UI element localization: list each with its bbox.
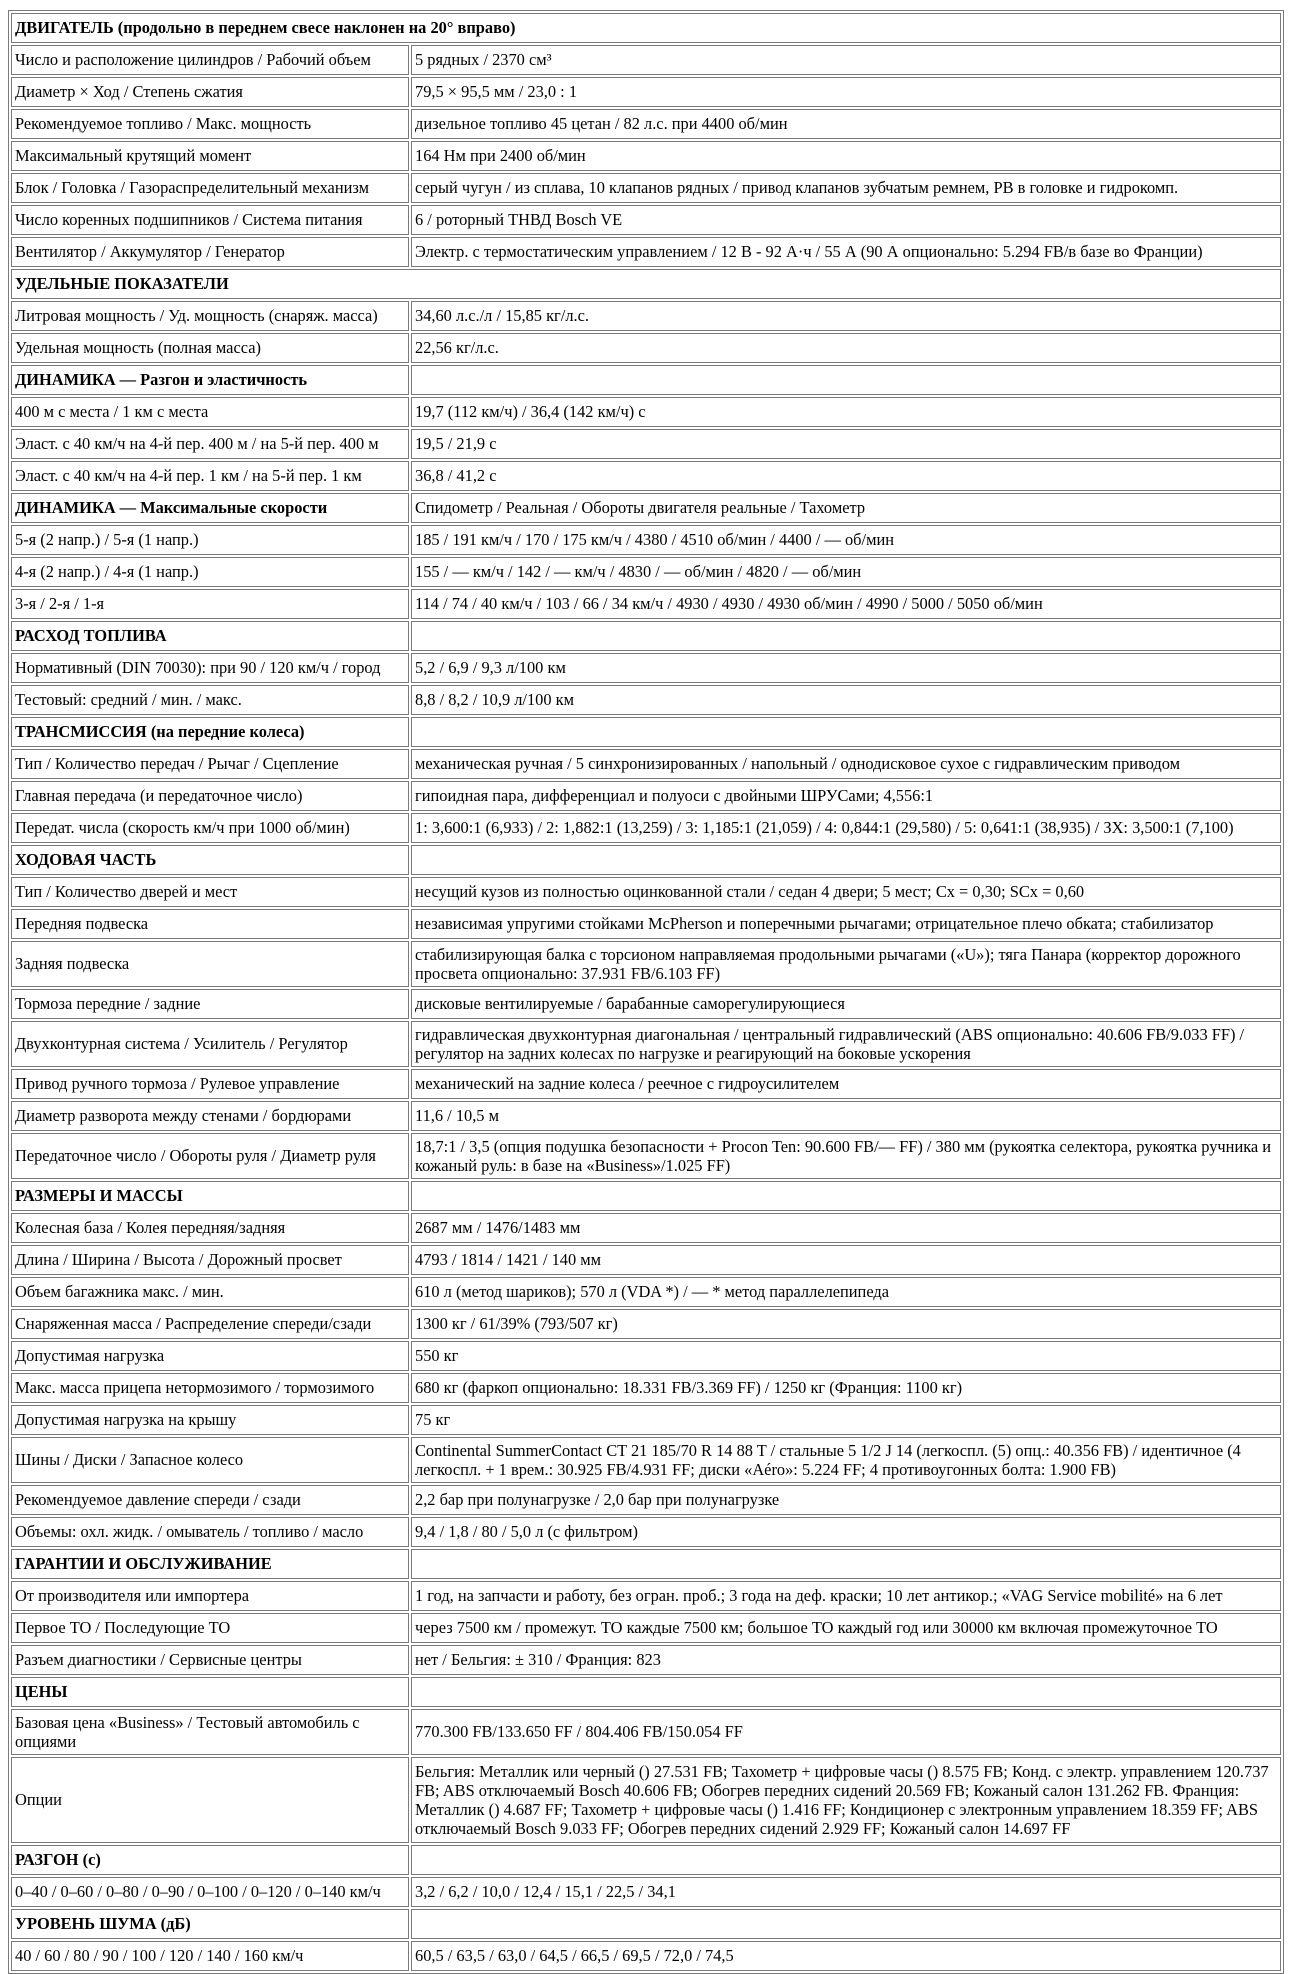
spec-label: Разъем диагностики / Сервисные центры (11, 1645, 409, 1675)
spec-value: 1300 кг / 61/39% (793/507 кг) (411, 1309, 1281, 1339)
section-title: ДВИГАТЕЛЬ (продольно в переднем свесе наклонен на 20° вправо) (11, 13, 1281, 43)
section-title: РАЗГОН (с) (11, 1845, 409, 1875)
spec-value: 8,8 / 8,2 / 10,9 л/100 км (411, 685, 1281, 715)
spec-value: гидравлическая двухконтурная диагональная / центральный гидравлический (ABS опционально: 40.606 FB/9.033 FF) / регулятор на задних колесах по нагрузке и реагирующий на боковые ускорения (411, 1021, 1281, 1067)
spec-label: Блок / Головка / Газораспределительный механизм (11, 173, 409, 203)
spec-row (11, 989, 1281, 1019)
section-title: ГАРАНТИИ И ОБСЛУЖИВАНИЕ (11, 1549, 409, 1579)
spec-value: 9,4 / 1,8 / 80 / 5,0 л (с фильтром) (411, 1517, 1281, 1547)
spec-row (11, 461, 1281, 491)
spec-label: Объем багажника макс. / мин. (11, 1277, 409, 1307)
section-header-row (11, 1549, 1281, 1579)
spec-label: Рекомендуемое давление спереди / сзади (11, 1485, 409, 1515)
section-title: УРОВЕНЬ ШУМА (дБ) (11, 1909, 409, 1939)
spec-row (11, 1277, 1281, 1307)
spec-row (11, 77, 1281, 107)
spec-label: Длина / Ширина / Высота / Дорожный просвет (11, 1245, 409, 1275)
spec-value: 11,6 / 10,5 м (411, 1101, 1281, 1131)
section-header-row (11, 1181, 1281, 1211)
spec-row (11, 941, 1281, 987)
spec-label: Базовая цена «Business» / Тестовый автомобиль с опциями (11, 1709, 409, 1755)
spec-label: Диаметр × Ход / Степень сжатия (11, 77, 409, 107)
section-header-row (11, 1909, 1281, 1939)
section-header-row (11, 493, 1281, 523)
spec-value: дизельное топливо 45 цетан / 82 л.с. при 4400 об/мин (411, 109, 1281, 139)
spec-label: Число и расположение цилиндров / Рабочий объем (11, 45, 409, 75)
spec-label: 5-я (2 напр.) / 5-я (1 напр.) (11, 525, 409, 555)
spec-label: Допустимая нагрузка (11, 1341, 409, 1371)
spec-row (11, 173, 1281, 203)
section-header-value (411, 717, 1281, 747)
spec-value: механический на задние колеса / реечное с гидроусилителем (411, 1069, 1281, 1099)
spec-value: гипоидная пара, дифференциал и полуоси с двойными ШРУСами; 4,556:1 (411, 781, 1281, 811)
section-header-row (11, 269, 1281, 299)
spec-value: 60,5 / 63,5 / 63,0 / 64,5 / 66,5 / 69,5 / 72,0 / 74,5 (411, 1941, 1281, 1971)
spec-label: Вентилятор / Аккумулятор / Генератор (11, 237, 409, 267)
spec-value: 75 кг (411, 1405, 1281, 1435)
section-title: ДИНАМИКА — Максимальные скорости (11, 493, 409, 523)
section-header-row (11, 621, 1281, 651)
spec-row (11, 589, 1281, 619)
section-title: РАЗМЕРЫ И МАССЫ (11, 1181, 409, 1211)
spec-value: 79,5 × 95,5 мм / 23,0 : 1 (411, 77, 1281, 107)
spec-row (11, 1709, 1281, 1755)
spec-value: механическая ручная / 5 синхронизированных / напольный / однодисковое сухое с гидравлическим приводом (411, 749, 1281, 779)
spec-row (11, 1437, 1281, 1483)
spec-row (11, 1613, 1281, 1643)
spec-value: 185 / 191 км/ч / 170 / 175 км/ч / 4380 / 4510 об/мин / 4400 / — об/мин (411, 525, 1281, 555)
spec-row (11, 813, 1281, 843)
spec-value: 4793 / 1814 / 1421 / 140 мм (411, 1245, 1281, 1275)
spec-label: Число коренных подшипников / Система питания (11, 205, 409, 235)
spec-row (11, 429, 1281, 459)
section-header-value (411, 1549, 1281, 1579)
section-title: ЦЕНЫ (11, 1677, 409, 1707)
section-header-row (11, 1845, 1281, 1875)
spec-value: 34,60 л.с./л / 15,85 кг/л.с. (411, 301, 1281, 331)
spec-label: Двухконтурная система / Усилитель / Регулятор (11, 1021, 409, 1067)
spec-value: 155 / — км/ч / 142 / — км/ч / 4830 / — об/мин / 4820 / — об/мин (411, 557, 1281, 587)
spec-label: 400 м с места / 1 км с места (11, 397, 409, 427)
spec-row (11, 877, 1281, 907)
spec-row (11, 653, 1281, 683)
spec-row (11, 1757, 1281, 1843)
spec-row (11, 1405, 1281, 1435)
spec-row (11, 525, 1281, 555)
spec-label: Передат. числа (скорость км/ч при 1000 об/мин) (11, 813, 409, 843)
spec-label: Удельная мощность (полная масса) (11, 333, 409, 363)
spec-label: Рекомендуемое топливо / Макс. мощность (11, 109, 409, 139)
spec-value: 1: 3,600:1 (6,933) / 2: 1,882:1 (13,259) / 3: 1,185:1 (21,059) / 4: 0,844:1 (29,580) / 5: 0,641:1 (38,935) / ЗХ: 3,500:1 (7,100) (411, 813, 1281, 843)
spec-label: Задняя подвеска (11, 941, 409, 987)
spec-value: 610 л (метод шариков); 570 л (VDA *) / — * метод параллелепипеда (411, 1277, 1281, 1307)
spec-value: несущий кузов из полностью оцинкованной стали / седан 4 двери; 5 мест; Cx = 0,30; SCx = 0,60 (411, 877, 1281, 907)
spec-value: 114 / 74 / 40 км/ч / 103 / 66 / 34 км/ч / 4930 / 4930 / 4930 об/мин / 4990 / 5000 / 5050 об/мин (411, 589, 1281, 619)
spec-row (11, 1941, 1281, 1971)
spec-value: 164 Нм при 2400 об/мин (411, 141, 1281, 171)
spec-row (11, 1341, 1281, 1371)
spec-row (11, 1133, 1281, 1179)
spec-value: 3,2 / 6,2 / 10,0 / 12,4 / 15,1 / 22,5 / 34,1 (411, 1877, 1281, 1907)
spec-label: Объемы: охл. жидк. / омыватель / топливо / масло (11, 1517, 409, 1547)
spec-row (11, 141, 1281, 171)
spec-label: Шины / Диски / Запасное колесо (11, 1437, 409, 1483)
spec-value: 22,56 кг/л.с. (411, 333, 1281, 363)
section-header-row (11, 1677, 1281, 1707)
spec-table (8, 10, 1284, 1974)
spec-value: через 7500 км / промежут. ТО каждые 7500 км; большое ТО каждый год или 30000 км включая промежуточное ТО (411, 1613, 1281, 1643)
spec-value: 5 рядных / 2370 см³ (411, 45, 1281, 75)
spec-label: Привод ручного тормоза / Рулевое управление (11, 1069, 409, 1099)
spec-value: Бельгия: Металлик или черный () 27.531 FB; Тахометр + цифровые часы () 8.575 FB; Конд. с электр. управлением 120.737 FB; ABS отключаемый Bosch 40.606 FB; Обогрев передних сидений 20.569 FB; Кожаный салон 131.262 FB. Франция: Металлик () 4.687 FF; Тахометр + цифровые часы () 1.416 FF; Кондиционер с электронным управлением 18.359 FF; ABS отключаемый Bosch 9.033 FF; Обогрев передних сидений 2.929 FF; Кожаный салон 14.697 FF (411, 1757, 1281, 1843)
spec-label: Тормоза передние / задние (11, 989, 409, 1019)
spec-label: Снаряженная масса / Распределение спереди/сзади (11, 1309, 409, 1339)
section-title: ХОДОВАЯ ЧАСТЬ (11, 845, 409, 875)
section-header-value (411, 845, 1281, 875)
spec-label: Передаточное число / Обороты руля / Диаметр руля (11, 1133, 409, 1179)
spec-row (11, 1581, 1281, 1611)
spec-value: 550 кг (411, 1341, 1281, 1371)
spec-label: Тип / Количество передач / Рычаг / Сцепление (11, 749, 409, 779)
section-header-value: Спидометр / Реальная / Обороты двигателя реальные / Тахометр (411, 493, 1281, 523)
spec-value: Continental SummerContact CT 21 185/70 R 14 88 T / стальные 5 1/2 J 14 (легкоспл. (5) опц.: 40.356 FB) / идентичное (4 легкоспл. + 1 врем.: 30.925 FB/4.931 FF; диски «Aéro»: 5.224 FF; 4 противоугонных болта: 1.900 FB) (411, 1437, 1281, 1483)
spec-row (11, 1645, 1281, 1675)
spec-value: 36,8 / 41,2 с (411, 461, 1281, 491)
spec-row (11, 749, 1281, 779)
section-title: ТРАНСМИССИЯ (на передние колеса) (11, 717, 409, 747)
spec-value: 18,7:1 / 3,5 (опция подушка безопасности + Procon Ten: 90.600 FB/— FF) / 380 мм (рукоятка селектора, рукоятка ручника и кожаный руль: в базе на «Business»/1.025 FF) (411, 1133, 1281, 1179)
spec-row (11, 685, 1281, 715)
spec-value: дисковые вентилируемые / барабанные саморегулирующиеся (411, 989, 1281, 1019)
spec-label: 3-я / 2-я / 1-я (11, 589, 409, 619)
section-header-value (411, 621, 1281, 651)
spec-row (11, 1373, 1281, 1403)
section-header-value (411, 1845, 1281, 1875)
spec-label: Колесная база / Колея передняя/задняя (11, 1213, 409, 1243)
spec-row (11, 301, 1281, 331)
section-header-row (11, 13, 1281, 43)
spec-value: нет / Бельгия: ± 310 / Франция: 823 (411, 1645, 1281, 1675)
spec-label: Эласт. с 40 км/ч на 4-й пер. 1 км / на 5-й пер. 1 км (11, 461, 409, 491)
spec-row (11, 781, 1281, 811)
spec-label: 4-я (2 напр.) / 4-я (1 напр.) (11, 557, 409, 587)
spec-table-body (11, 13, 1281, 1971)
spec-label: Передняя подвеска (11, 909, 409, 939)
spec-value: 2687 мм / 1476/1483 мм (411, 1213, 1281, 1243)
spec-value: серый чугун / из сплава, 10 клапанов рядных / привод клапанов зубчатым ремнем, РВ в головке и гидрокомп. (411, 173, 1281, 203)
section-title: ДИНАМИКА — Разгон и эластичность (11, 365, 409, 395)
spec-row (11, 45, 1281, 75)
spec-value: Электр. с термостатическим управлением / 12 В - 92 А·ч / 55 А (90 А опционально: 5.294 FB/в базе во Франции) (411, 237, 1281, 267)
spec-value: 19,5 / 21,9 с (411, 429, 1281, 459)
spec-row (11, 1245, 1281, 1275)
spec-row (11, 909, 1281, 939)
spec-label: Макс. масса прицепа нетормозимого / тормозимого (11, 1373, 409, 1403)
section-title: РАСХОД ТОПЛИВА (11, 621, 409, 651)
spec-value: независимая упругими стойками McPherson и поперечными рычагами; отрицательное плечо обката; стабилизатор (411, 909, 1281, 939)
section-title: УДЕЛЬНЫЕ ПОКАЗАТЕЛИ (11, 269, 1281, 299)
spec-label: Эласт. с 40 км/ч на 4-й пер. 400 м / на 5-й пер. 400 м (11, 429, 409, 459)
spec-label: Первое ТО / Последующие ТО (11, 1613, 409, 1643)
spec-label: Тестовый: средний / мин. / макс. (11, 685, 409, 715)
spec-label: Диаметр разворота между стенами / бордюрами (11, 1101, 409, 1131)
section-header-value (411, 1181, 1281, 1211)
spec-row (11, 557, 1281, 587)
spec-value: 770.300 FB/133.650 FF / 804.406 FB/150.054 FF (411, 1709, 1281, 1755)
spec-label: Главная передача (и передаточное число) (11, 781, 409, 811)
spec-row (11, 109, 1281, 139)
spec-row (11, 397, 1281, 427)
section-header-row (11, 365, 1281, 395)
spec-label: Допустимая нагрузка на крышу (11, 1405, 409, 1435)
spec-row (11, 1021, 1281, 1067)
spec-value: 1 год, на запчасти и работу, без огран. проб.; 3 года на деф. краски; 10 лет антикор.; «VAG Service mobilité» на 6 лет (411, 1581, 1281, 1611)
spec-label: Максимальный крутящий момент (11, 141, 409, 171)
spec-row (11, 1485, 1281, 1515)
spec-row (11, 237, 1281, 267)
spec-row (11, 333, 1281, 363)
spec-row (11, 1213, 1281, 1243)
spec-label: Опции (11, 1757, 409, 1843)
spec-label: 40 / 60 / 80 / 90 / 100 / 120 / 140 / 160 км/ч (11, 1941, 409, 1971)
spec-row (11, 1101, 1281, 1131)
section-header-value (411, 1677, 1281, 1707)
spec-value: 5,2 / 6,9 / 9,3 л/100 км (411, 653, 1281, 683)
spec-value: 19,7 (112 км/ч) / 36,4 (142 км/ч) с (411, 397, 1281, 427)
spec-row (11, 1877, 1281, 1907)
spec-value: 6 / роторный ТНВД Bosch VE (411, 205, 1281, 235)
section-header-row (11, 845, 1281, 875)
spec-label: 0–40 / 0–60 / 0–80 / 0–90 / 0–100 / 0–120 / 0–140 км/ч (11, 1877, 409, 1907)
spec-value: стабилизирующая балка с торсионом направляемая продольными рычагами («U»); тяга Панара (корректор дорожного просвета опционально: 37.931 FB/6.103 FF) (411, 941, 1281, 987)
spec-row (11, 1069, 1281, 1099)
spec-value: 2,2 бар при полунагрузке / 2,0 бар при полунагрузке (411, 1485, 1281, 1515)
spec-row (11, 205, 1281, 235)
spec-row (11, 1309, 1281, 1339)
section-header-row (11, 717, 1281, 747)
spec-label: Нормативный (DIN 70030): при 90 / 120 км/ч / город (11, 653, 409, 683)
section-header-value (411, 365, 1281, 395)
spec-value: 680 кг (фаркоп опционально: 18.331 FB/3.369 FF) / 1250 кг (Франция: 1100 кг) (411, 1373, 1281, 1403)
spec-label: Литровая мощность / Уд. мощность (снаряж. масса) (11, 301, 409, 331)
spec-row (11, 1517, 1281, 1547)
section-header-value (411, 1909, 1281, 1939)
spec-label: Тип / Количество дверей и мест (11, 877, 409, 907)
spec-label: От производителя или импортера (11, 1581, 409, 1611)
